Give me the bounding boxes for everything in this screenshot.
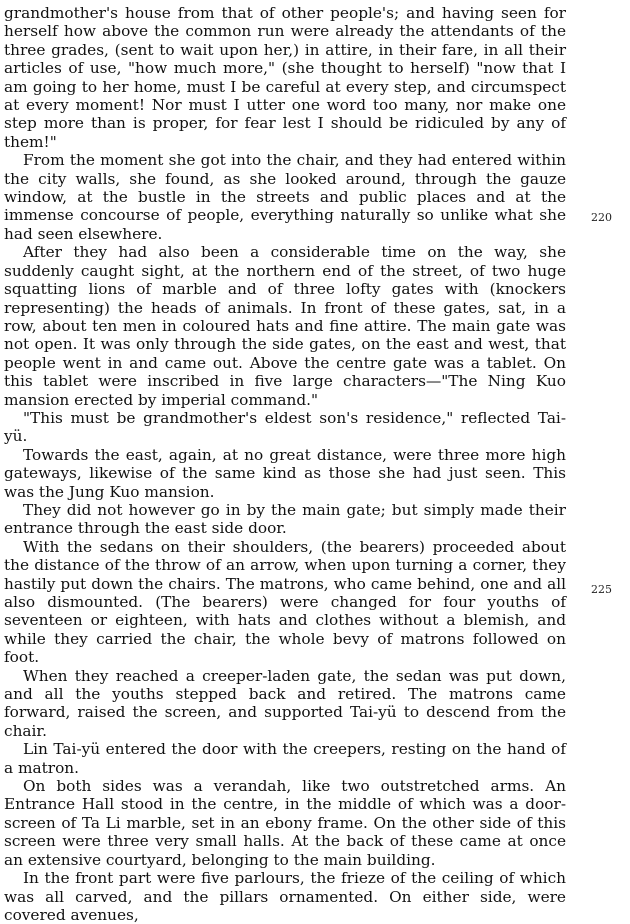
paragraph: With the sedans on their shoulders, (the bearers) proceeded about the distance of the throw of an arrow, when upon turning a corner, they hastily put down the chairs. The matrons, who came behind, one and all also dismounted. (The bearers) were changed for four youths of seventeen or eighteen, with hats and clothes without a blemish, and while they carried the chair, the whole bevy of matrons followed on foot. — [4, 537, 566, 667]
paragraph: "This must be grandmother's eldest son's residence," reflected Tai-yü. — [4, 408, 566, 446]
paragraph-continued: grandmother's house from that of other people's; and having seen for herself how above the common run were already the attendants of the three grades, (sent to wait upon her,) in attire, in their fare, in all their articles of use, "how much more," (she thought to herself) "now that I am going to her home, must I be careful at every step, and circumspect at every moment! Nor must I utter one word too many, nor make one step more than is proper, for fear lest I should be ridiculed by any of them!" — [4, 4, 566, 151]
paragraph: From the moment she got into the chair, and they had entered within the city walls, she found, as she looked around, through the gauze window, at the bustle in the streets and public places and at the immense concourse of people, everything naturally so unlike what she had seen elsewhere. — [4, 151, 566, 243]
paragraph: Lin Tai-yü entered the door with the creepers, resting on the hand of a matron. — [4, 740, 566, 777]
paragraph: After they had also been a considerable time on the way, she suddenly caught sight, at the northern end of the street, of two huge squatting lions of marble and of three lofty gates with (knockers representing) the heads of animals. In front of these gates, sat, in a row, about ten men in coloured hats and fine attire. The main gate was not open. It was only through the side gates, on the east and west, that people went in and came out. Above the centre gate was a tablet. On this tablet were inscribed in five large characters—"The Ning Kuo mansion erected by imperial command." — [4, 243, 566, 409]
document-body — [4, 4, 566, 924]
paragraph: Towards the east, again, at no great distance, were three more high gateways, likewise of the same kind as those she had just seen. This was the Jung Kuo mansion. — [4, 445, 566, 501]
line-number-225: 225 — [591, 583, 612, 596]
paragraph: When they reached a creeper-laden gate, the sedan was put down, and all the youths stepped back and retired. The matrons came forward, raised the screen, and supported Tai-yü to descend from the chair. — [4, 666, 566, 740]
paragraph: On both sides was a verandah, like two outstretched arms. An Entrance Hall stood in the centre, in the middle of which was a door-screen of Ta Li marble, set in an ebony frame. On the other side of this screen were three very small halls. At the back of these came at once an extensive courtyard, belonging to the main building. — [4, 777, 566, 869]
line-number-220: 220 — [591, 211, 612, 224]
paragraph: In the front part were five parlours, the frieze of the ceiling of which was all carved, and the pillars ornamented. On either side, were covered avenues, — [4, 869, 566, 924]
paragraph: They did not however go in by the main gate; but simply made their entrance through the east side door. — [4, 500, 566, 538]
